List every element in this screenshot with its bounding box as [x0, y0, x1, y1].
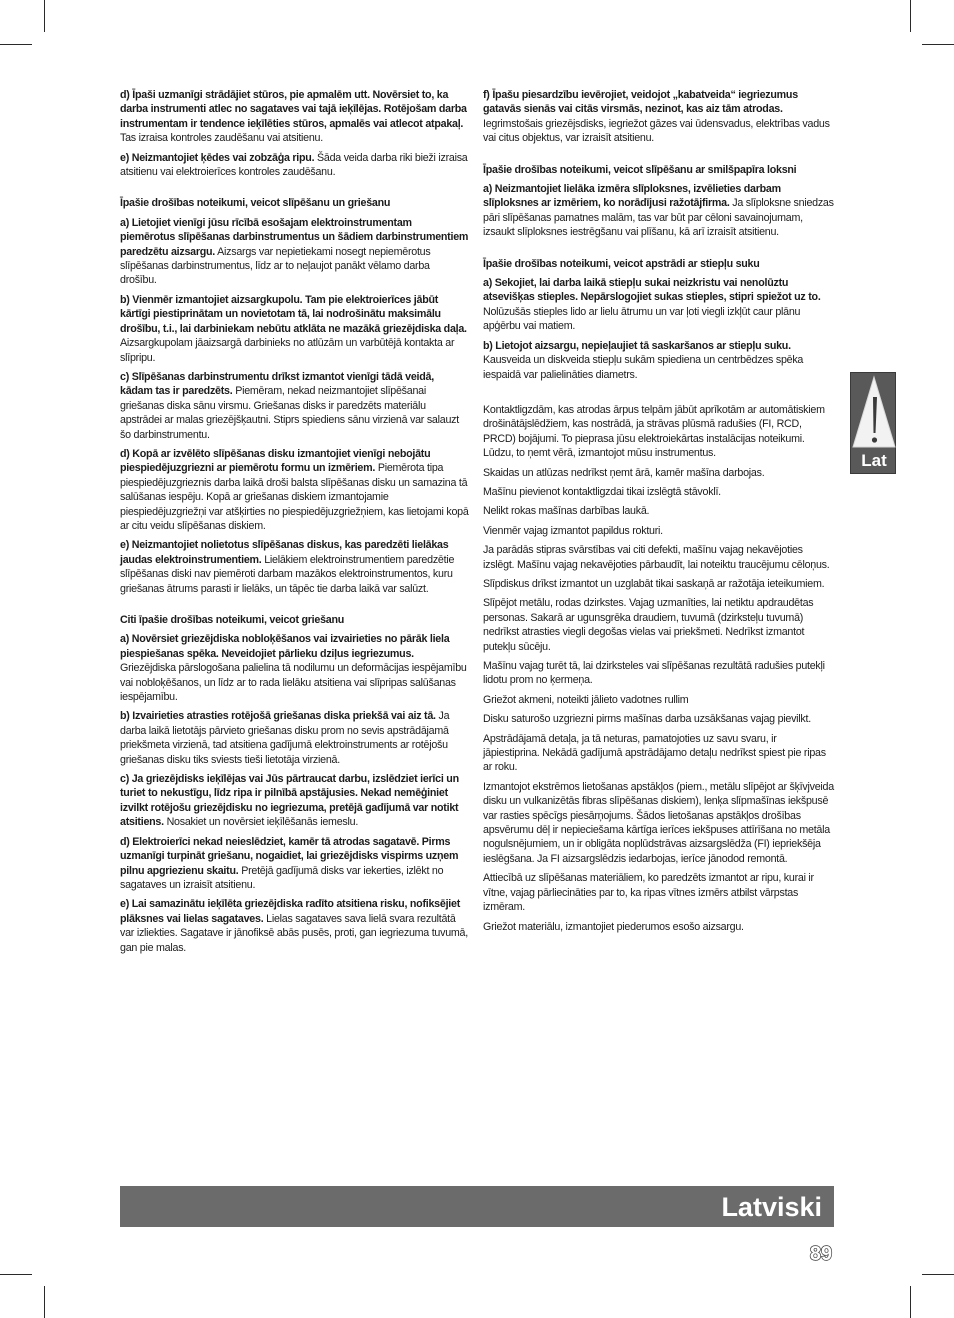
right-column — [483, 88, 835, 939]
page-number — [806, 1238, 836, 1268]
section-heading-sanding: Īpašie drošības noteikumi, veicot slīpēšanu ar smilšpapīra loksni — [483, 163, 797, 176]
paragraph-general: Disku saturošo uzgriezni pirms mašīnas darba uzsākšanas vajag pievilkt. — [483, 713, 811, 726]
paragraph-grinding-b: b) Vienmēr izmantojiet aizsargkupolu. Tam pie elektroierīces jābūt kārtīgi piestiprinātam un novietotam tā, lai nodrošinātu maksimālu drošību, t.i., lai darbiniekam nebūtu atklāta ne mazākā griezējdiska daļa. Aizsargkupolam jāaizsargā darbinieks no atlūzām un varbūtējā kontakta ar slīpripu. — [120, 293, 467, 364]
paragraph-general: Skaidas un atlūzas nedrīkst ņemt ārā, kamēr mašīna darbojas. — [483, 466, 765, 479]
paragraph-general: Attiecībā uz slīpēšanas materiāliem, ko paredzēts izmantot ar ripu, kurai ir vītne, vajag pārliecināties par to, ka ripas vītnes izmērs atbilst vārpstas izmēram. — [483, 872, 814, 914]
language-label: Lat — [861, 451, 887, 470]
crop-mark — [922, 1274, 954, 1275]
paragraph-grinding-e: e) Neizmantojiet nolietotus slīpēšanas diskus, kas paredzēti lielākas jaudas elektroinstrumentiem. Lielākiem elektroinstrumentiem paredzētie slīpēšanas diski nav piemēroti darbam mazākos elektroinstrumentos, kuru griešanas ātrums parasti ir lielāks, un tāpēc tie darba laikā var salūzt. — [120, 539, 455, 595]
paragraph-general: Mašīnu vajag turēt tā, lai dzirksteles vai slīpēšanas rezultātā radušies putekļi lidotu prom no ķermeņa. — [483, 660, 825, 687]
language-side-tab — [850, 372, 896, 474]
crop-mark — [910, 1286, 911, 1318]
paragraph-general: Griežot akmeni, noteikti jālieto vadotnes rullim — [483, 693, 689, 706]
page-number-text: 89 — [809, 1243, 833, 1265]
language-footer-bar — [120, 1186, 834, 1227]
paragraph-cutting-b: b) Izvairieties atrasties rotējošā griešanas diska priekšā vai aiz tā. Ja darba laikā lietotājs pārvieto griešanas disku prom no sevis apstrādājamā priekšmeta virzienā, tad atsitiena gadījumā elektroinstruments ar rotējošu griešanas disku tiks sviests tieši lietotāja virzienā. — [120, 710, 450, 766]
crop-mark — [0, 1274, 32, 1275]
paragraph-general: Ja parādās stipras svārstības vai citi defekti, mašīnu vajag nekavējoties izslēgt. Mašīnu vajag nekavējoties pārbaudīt, lai noteiktu traucējumu cēloņus. — [483, 544, 830, 571]
paragraph-wire-a: a) Sekojiet, lai darba laikā stiepļu sukai neizkristu vai nenolūztu atsevišķas stieples. Nepārslogojiet sukas stieples, stipri spiežot uz to. Nolūzušās stieples lido ar lielu ātrumu un var ļoti viegli izkļūt caur plānu apģērbu vai matiem. — [483, 277, 821, 333]
section-heading-cutting: Citi īpašie drošības noteikumi, veicot griešanu — [120, 614, 345, 626]
paragraph-cutting-a: a) Novērsiet griezējdiska nobloķēšanos vai izvairieties no pārāk liela piespiešanas spēka. Neveidojiet pārlieku dziļus iegriezumus. Griezējdiska pārslogošana palielina tā nodilumu un deformācijas iespējamību vai nobloķēšanos, un līdz ar to rada lielāku atsitiena vai slīpripas salūšanas iespējamību. — [120, 633, 467, 704]
section-heading-grinding: Īpašie drošības noteikumi, veicot slīpēšanu un griešanu — [120, 197, 391, 210]
paragraph-general: Nelikt rokas mašīnas darbības laukā. — [483, 505, 650, 518]
paragraph-sanding-a: a) Neizmantojiet lielāka izmēra slīploksnes, izvēlieties darbam slīploksnes ar izmēriem, ko norādījusi ražotājfirma. Ja slīploksne sniedzas pāri slīpēšanas pamatnes malām, tas var būt par cēloni savainojumam, izsaukt slīploksnes iestrēgšanu vai plīšanu, kā arī izraisīt atsitienu. — [483, 183, 834, 239]
paragraph-grinding-a: a) Lietojiet vienīgi jūsu rīcībā esošajam elektroinstrumentam piemērotus slīpēšanas darbinstrumentus un šādiem darbinstrumentiem paredzētu aizsargu. Aizsargs var nepietiekami nosegt nepiemērotus slīpēšanas darbinstrumentus, līdz ar to neļaujot panākt vēlamo darba drošību. — [120, 216, 469, 287]
paragraph-general: Apstrādājamā detaļa, ja tā neturas, pamatojoties uz savu svaru, ir jāpiestiprina. Nekādā gadījumā apstrādājamo detaļu nedrīkst spiest pie ripas ar roku. — [483, 732, 826, 774]
crop-mark — [922, 44, 954, 45]
paragraph-general: Vienmēr vajag izmantot papildus rokturi. — [483, 524, 663, 537]
paragraph-general: Kontaktligzdām, kas atrodas ārpus telpām jābūt aprīkotām ar automātiskiem drošinātājslēdžiem, kas nostrādā, ja strāvas plūsmā radušies (FI, RCD, PRCD) bojājumi. To pieprasa jūsu elektroiekārtas instalācijas noteikumi. Lūdzu, to ņemt vērā, izmantojot mūsu instrumentus. — [483, 403, 825, 460]
paragraph-cutting-d: d) Elektroierīci nekad neieslēdziet, kamēr tā atrodas sagatavē. Pirms uzmanīgi turpināt griešanu, nogaidiet, lai griezējdisks vispirms uzņem pilnu apgriezienu skaitu. Pretējā gadījumā disks var iekerties, izlēkt no sagataves un izraisīt atsitienu. — [120, 835, 459, 891]
crop-mark — [44, 1286, 45, 1318]
paragraph-general: Izmantojot ekstrēmos lietošanas apstākļos (piem., metālu slīpējot ar šķīvjveida disku un vulkanizētās fibras slīpēšanas diskiem), lenķa slīpmašīnas iekšpusē var rasties spēcīgs piesārņojums. Šādos lietošanas apstākļos drošības apsvērumu dēļ ir nepieciešama kārtīga ierīces iekšpuses attīrīšana no metāla nogulsnējumiem, un ir obligāta noplūdstrāvas aizsargslēdža (FI) iepriekšēja ieslēgšana. Ja FI aizsargslēdzis iedarbojas, ierīce jānodod remontā. — [483, 780, 834, 865]
paragraph-general: Griežot materiālu, izmantojiet piederumos esošo aizsargu. — [483, 920, 744, 933]
warning-exclamation-icon — [851, 373, 897, 451]
crop-mark — [0, 44, 32, 45]
footer-title: Latviski — [721, 1192, 822, 1222]
crop-mark — [44, 0, 45, 32]
paragraph-general: Slīpdiskus drīkst izmantot un uzglabāt tikai saskaņā ar ražotāja ieteikumiem. — [483, 577, 825, 590]
crop-mark — [910, 0, 911, 32]
paragraph-cutting-c: c) Ja griezējdisks ieķīlējas vai Jūs pārtraucat darbu, izslēdziet ierīci un turiet to nekustīgu, līdz ripa ir pilnībā apstājusies. Nekad nemēģiniet izvilkt rotējošu griezējdisku no iegriezuma, pretējā gadījumā var notikt atsitiens. Nosakiet un novērsiet ieķīlēšanās iemeslu. — [120, 773, 459, 829]
paragraph-d-corners: d) Īpaši uzmanīgi strādājiet stūros, pie apmalēm utt. Novērsiet to, ka darba instrumenti atlec no sagataves vai tajā ieķīlējas. Rotējošam darba instrumentam ir tendence ieķīlēties stūros, apmalēs vai atlecot atpakaļ. Tas izraisa kontroles zaudēšanu vai atsitienu. — [120, 89, 467, 145]
paragraph-wire-b: b) Lietojot aizsargu, nepieļaujiet tā saskaršanos ar stiepļu suku. Kausveida un diskveida stiepļu sukām spiediena un centrbēdzes spēka iespaidā var palielināties diametrs. — [483, 339, 804, 381]
paragraph-grinding-c: c) Slīpēšanas darbinstrumentu drīkst izmantot vienīgi tādā veidā, kādam tas ir paredzēts. Piemēram, nekad neizmantojiet slīpēšanai griešanas diska sānu virsmu. Griešanas disks ir paredzēts materiālu apstrādei ar malas griezējšķautni. Stiprs spiediens sānu virzienā var salauzt šo darbinstrumentu. — [120, 370, 459, 441]
paragraph-cutting-e: e) Lai samazinātu ieķīlēta griezējdiska radīto atsitiena risku, nofiksējiet plāksnes vai lielas sagataves. Lielas sagataves sava lielā svara rezultātā var izliekties. Sagatave ir jānofiksē abās pusēs, proti, gan iegriezuma tuvumā, gan pie malas. — [120, 898, 468, 954]
section-heading-wire-brush: Īpašie drošības noteikumi, veicot apstrādi ar stiepļu suku — [483, 257, 760, 270]
spacer — [483, 387, 835, 403]
paragraph-grinding-d: d) Kopā ar izvēlēto slīpēšanas disku izmantojiet vienīgi nebojātu piespiedējuzgriezni ar piemērotu formu un izmēriem. Piemērota tipa piespiedējuzgrieznis darba laikā droši balsta slīpēšanas disku un samazina tā salūšanas iespēju. Kopā ar griešanas diskiem izmantojamie piespiedējuzgriežņi var atšķirties no piespiedējuzgriežņiem, kas lietojami kopā ar citu veidu slīpēšanas diskiem. — [120, 447, 469, 532]
left-column — [120, 88, 469, 960]
paragraph-f-pocket: f) Īpašu piesardzību ievērojiet, veidojot „kabatveida“ iegriezumus gatavās sienās vai citās virsmās, nezinot, kas aiz tām atrodas. Iegrimstošais griezējsdisks, iegriežot gāzes vai ūdensvadus, elektrības vadus vai citus objektus, var izraisīt atsitienu. — [483, 89, 830, 145]
paragraph-general: Slīpējot metālu, rodas dzirkstes. Vajag uzmanīties, lai netiktu apdraudētas personas. Sakarā ar ugunsgrēka draudiem, tuvumā (dzirksteļu tuvumā) nedrīkst atrasties viegli degošas vielas vai priekšmeti. Nedrīkst izmantot putekļu sūcēju. — [483, 597, 814, 653]
paragraph-general: Mašīnu pievienot kontaktligzdai tikai izslēgtā stāvoklī. — [483, 485, 721, 498]
paragraph-e-chain: e) Neizmantojiet ķēdes vai zobzāģa ripu. Šāda veida darba riki bieži izraisa atsitienu vai elektroierīces kontroles zaudēšanu. — [120, 151, 468, 179]
